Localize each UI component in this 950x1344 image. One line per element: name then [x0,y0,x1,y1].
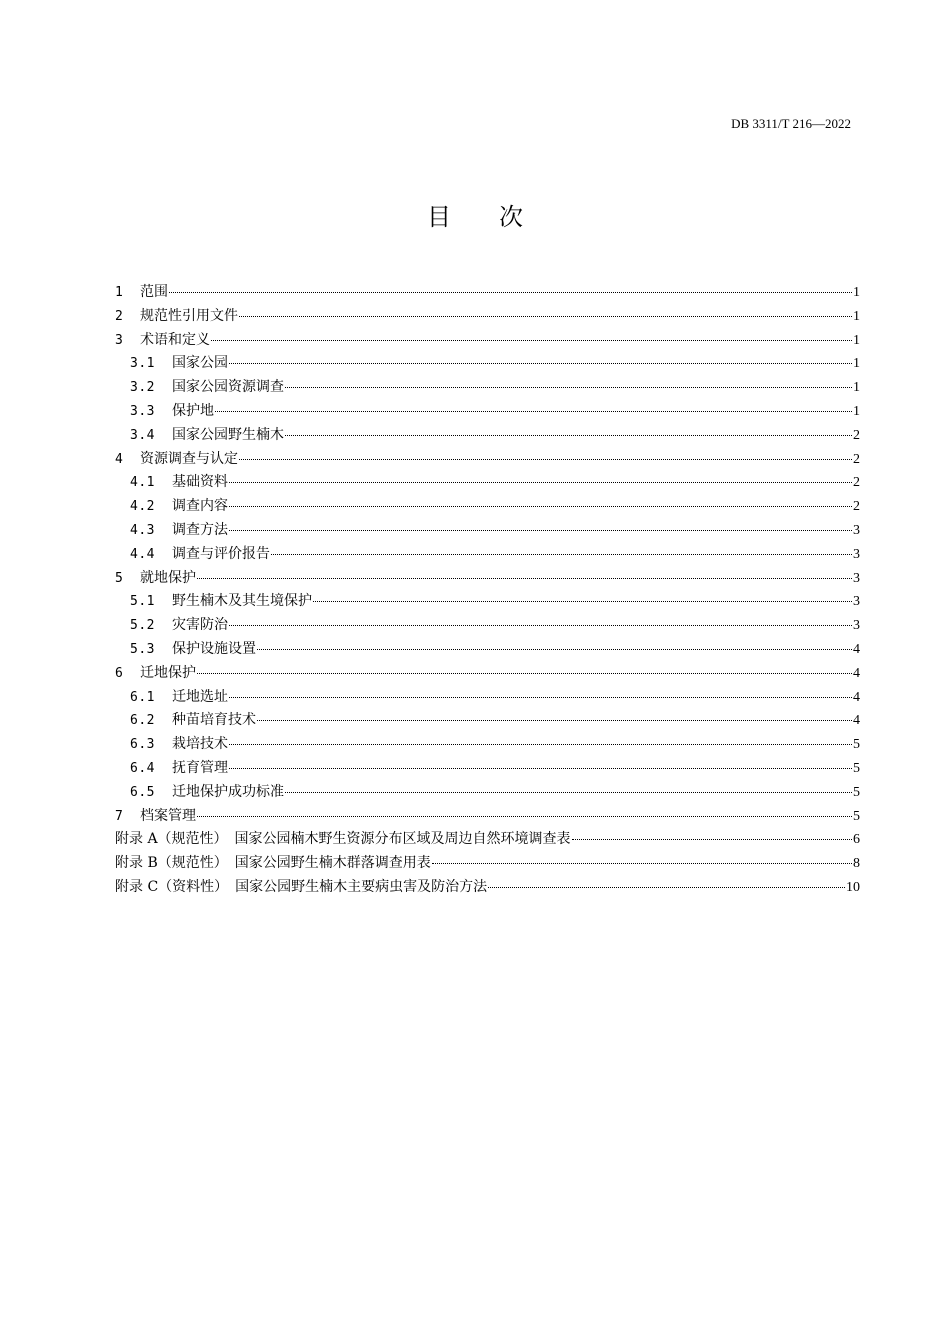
toc-dot-leader [239,459,852,460]
toc-dot-leader [239,316,852,317]
toc-entry[interactable] [115,352,860,376]
toc-entry[interactable] [115,376,860,400]
toc-entry-label: 抚育管理 [172,759,228,776]
toc-entry-page: 3 [853,594,860,610]
toc-entry-page: 5 [853,784,860,800]
toc-appendix-entry[interactable] [115,852,860,876]
toc-dot-leader [285,387,852,388]
toc-entry-number: 4.1 [130,475,155,491]
toc-entry-number: 6.5 [130,784,155,800]
toc-dot-leader [229,363,852,364]
toc-entry[interactable] [115,614,860,638]
toc-entry-page: 4 [853,689,860,705]
toc-dot-leader [229,482,852,483]
toc-entry-number: 4.4 [130,546,155,562]
toc-entry[interactable] [115,281,860,305]
toc-appendix-entry[interactable] [115,828,860,852]
toc-dot-leader [229,506,852,507]
toc-entry[interactable] [115,495,860,519]
toc-entry-page: 3 [853,546,860,562]
toc-entry-page: 4 [853,665,860,681]
toc-entry-label: 迁地保护成功标准 [172,783,284,800]
toc-entry-page: 5 [853,760,860,776]
toc-entry-label: 迁地选址 [172,688,228,705]
toc-entry-label: 调查方法 [172,521,228,538]
toc-entry-number: 3.2 [130,380,155,396]
toc-entry-page: 2 [853,475,860,491]
toc-entry-number: 7 [115,808,124,824]
toc-dot-leader [285,435,852,436]
table-of-contents [115,281,860,900]
toc-dot-leader [197,816,852,817]
toc-entry-label: 附录 A（规范性） 国家公园楠木野生资源分布区域及周边自然环境调查表 [115,831,571,848]
toc-entry-number: 5.2 [130,618,155,634]
toc-entry-label: 保护地 [172,402,214,419]
toc-entry[interactable] [115,733,860,757]
toc-entry-page: 1 [853,285,860,300]
toc-entry-number: 6.1 [130,689,155,705]
toc-entry[interactable] [115,329,860,353]
toc-dot-leader [197,578,852,579]
toc-entry-page: 2 [853,499,860,515]
toc-entry-label: 术语和定义 [140,331,210,348]
toc-entry[interactable] [115,400,860,424]
toc-entry[interactable] [115,448,860,472]
toc-entry[interactable] [115,519,860,543]
toc-entry-page: 5 [853,808,860,824]
toc-entry[interactable] [115,567,860,591]
toc-entry-label: 保护设施设置 [172,640,256,657]
toc-dot-leader [271,554,852,555]
toc-dot-leader [169,292,852,293]
toc-entry[interactable] [115,590,860,614]
toc-entry-number: 3 [115,332,124,348]
toc-entry-page: 3 [853,570,860,586]
toc-entry-number: 6 [115,665,124,681]
toc-dot-leader [229,697,852,698]
toc-dot-leader [229,530,852,531]
toc-entry-number: 3.4 [130,427,155,443]
toc-appendix-entry[interactable] [115,876,860,900]
toc-entry-page: 2 [853,451,860,467]
toc-entry-label: 档案管理 [140,807,196,824]
toc-entry-number: 5 [115,570,124,586]
toc-entry-page: 3 [853,522,860,538]
toc-dot-leader [229,744,852,745]
toc-entry-label: 调查与评价报告 [172,545,270,562]
toc-entry-label: 范围 [140,284,168,300]
toc-entry-number: 3.1 [130,356,155,372]
toc-entry-page: 5 [853,737,860,753]
toc-entry[interactable] [115,424,860,448]
toc-dot-leader [572,839,852,840]
toc-entry-number: 6.2 [130,713,155,729]
toc-entry-number: 4 [115,451,124,467]
toc-entry[interactable] [115,662,860,686]
toc-entry[interactable] [115,543,860,567]
toc-dot-leader [229,768,852,769]
toc-entry-page: 1 [853,332,860,348]
toc-dot-leader [257,649,852,650]
toc-entry-number: 5.3 [130,641,155,657]
toc-dot-leader [488,887,845,888]
toc-dot-leader [432,863,852,864]
toc-entry-label: 附录 C（资料性） 国家公园野生楠木主要病虫害及防治方法 [115,878,488,895]
toc-entry-label: 迁地保护 [140,664,196,681]
toc-entry-label: 野生楠木及其生境保护 [172,593,312,610]
toc-entry[interactable] [115,781,860,805]
toc-entry-page: 10 [846,879,860,895]
toc-entry-label: 国家公园资源调查 [172,379,284,396]
toc-entry-number: 1 [115,285,124,300]
toc-entry-number: 6.4 [130,760,155,776]
toc-entry-page: 1 [853,308,860,324]
toc-entry-number: 4.2 [130,499,155,515]
toc-entry-label: 种苗培育技术 [172,712,256,729]
toc-entry-number: 2 [115,308,124,324]
toc-entry-label: 基础资料 [172,474,228,491]
toc-dot-leader [211,340,852,341]
toc-dot-leader [313,601,852,602]
toc-entry-page: 1 [853,356,860,372]
toc-entry-label: 资源调查与认定 [140,450,238,467]
toc-entry-label: 国家公园 [172,355,228,372]
toc-entry-page: 8 [853,856,860,872]
document-code: DB 3311/T 216—2022 [731,116,851,131]
toc-dot-leader [285,792,852,793]
toc-dot-leader [197,673,852,674]
toc-entry[interactable] [115,805,860,829]
toc-dot-leader [215,411,852,412]
toc-entry-number: 3.3 [130,403,155,419]
toc-entry-page: 3 [853,618,860,634]
toc-entry[interactable] [115,305,860,329]
toc-entry-number: 4.3 [130,522,155,538]
toc-entry-page: 6 [853,832,860,848]
toc-entry-label: 就地保护 [140,569,196,586]
toc-entry-number: 5.1 [130,594,155,610]
toc-entry-label: 灾害防治 [172,617,228,634]
toc-entry-page: 4 [853,641,860,657]
toc-entry-label: 调查内容 [172,498,228,515]
page-title: 目 次 [427,203,523,231]
toc-entry-page: 2 [853,427,860,443]
toc-dot-leader [229,625,852,626]
toc-dot-leader [257,720,852,721]
toc-entry[interactable] [115,471,860,495]
toc-entry[interactable] [115,709,860,733]
toc-entry[interactable] [115,757,860,781]
toc-entry-label: 规范性引用文件 [140,307,238,324]
toc-entry-label: 国家公园野生楠木 [172,426,284,443]
toc-entry-label: 栽培技术 [172,736,228,753]
toc-entry-number: 6.3 [130,737,155,753]
toc-entry[interactable] [115,686,860,710]
toc-entry-page: 4 [853,713,860,729]
toc-entry-page: 1 [853,403,860,419]
toc-entry-page: 1 [853,380,860,396]
toc-entry-label: 附录 B（规范性） 国家公园野生楠木群落调查用表 [115,855,431,872]
toc-entry[interactable] [115,638,860,662]
